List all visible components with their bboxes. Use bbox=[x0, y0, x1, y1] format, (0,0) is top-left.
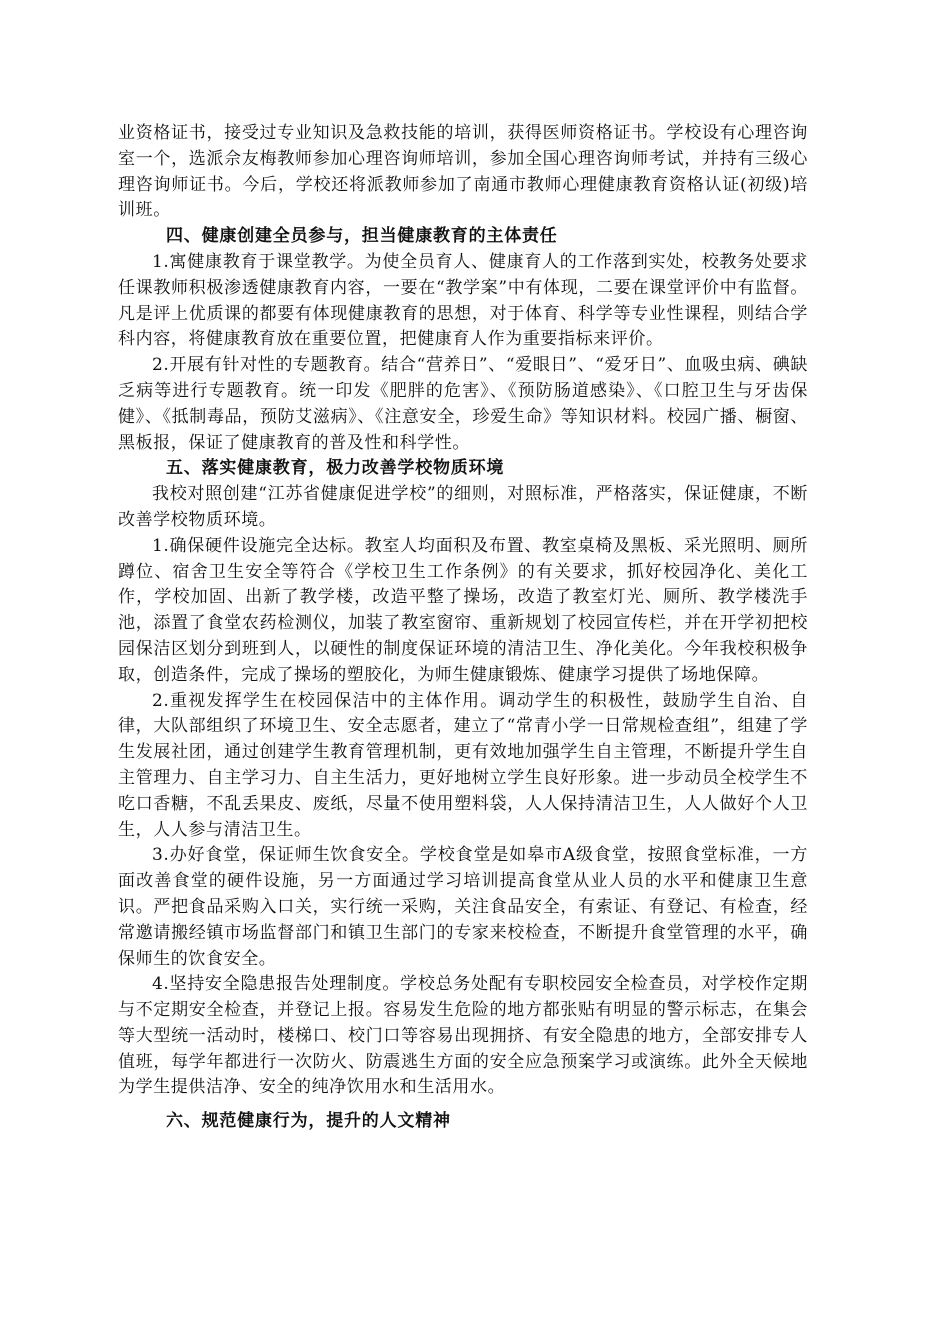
section-heading-5: 五、落实健康教育，极力改善学校物质环境 bbox=[166, 458, 505, 479]
section-heading-4: 四、健康创建全员参与，担当健康教育的主体责任 bbox=[166, 226, 558, 247]
paragraph-continuation: 业资格证书，接受过专业知识及急救技能的培训，获得医师资格证书。学校设有心理咨询室一个，选派佘友梅教师参加心理咨询师培训，参加全国心理咨询师考试，并持有三级心理咨询师证书。今后，学校还将派教师参加了南通市教师心理健康教育资格认证(初级)培训班。 bbox=[118, 123, 808, 221]
paragraph-safety-hazard-reporting: 4.坚持安全隐患报告处理制度。学校总务处配有专职校园安全检查员，对学校作定期与不定期安全检查，并登记上报。容易发生危险的地方都张贴有明显的警示标志，在集会等大型统一活动时，楼梯口、校门口等容易出现拥挤、有安全隐患的地方，全部安排专人值班，每学年都进行一次防火、防震逃生方面的安全应急预案学习或演练。此外全天候地为学生提供洁净、安全的纯净饮用水和生活用水。 bbox=[118, 974, 808, 1098]
paragraph-student-role: 2.重视发挥学生在校园保洁中的主体作用。调动学生的积极性，鼓励学生自治、自律，大队部组织了环境卫生、安全志愿者，建立了“常青小学一日常规检查组”，组建了学生发展社团，通过创建学生教育管理机制，更有效地加强学生自主管理，不断提升学生自主管理力、自主学习力、自主生活力，更好地树立学生良好形象。进一步动员全校学生不吃口香糖，不乱丢果皮、废纸，尽量不使用塑料袋，人人保持清洁卫生，人人做好个人卫生，人人参与清洁卫生。 bbox=[118, 690, 808, 840]
paragraph-hardware-facilities: 1.确保硬件设施完全达标。教室人均面积及布置、教室桌椅及黑板、采光照明、厕所蹲位、宿舍卫生安全等符合《学校卫生工作条例》的有关要求，抓好校园净化、美化工作，学校加固、出新了教学楼，改造平整了操场，改造了教室灯光、厕所、教学楼洗手池，添置了食堂农药检测仪，加装了教室窗帘、重新规划了校园宣传栏，并在开学初把校园保洁区划分到班到人，以硬性的制度保证环境的清洁卫生、净化美化。今年我校积极争取，创造条件，完成了操场的塑胶化，为师生健康锻炼、健康学习提供了场地保障。 bbox=[118, 535, 808, 685]
paragraph-canteen-safety: 3.办好食堂，保证师生饮食安全。学校食堂是如皋市A级食堂，按照食堂标准，一方面改善食堂的硬件设施，另一方面通过学习培训提高食堂从业人员的水平和健康卫生意识。严把食品采购入口关，实行统一采购，关注食品安全，有索证、有登记、有检查，经常邀请搬经镇市场监督部门和镇卫生部门的专家来校检查，不断提升食堂管理的水平，确保师生的饮食安全。 bbox=[118, 845, 808, 969]
section-heading-6: 六、规范健康行为，提升的人文精神 bbox=[166, 1111, 451, 1132]
document-body bbox=[118, 121, 808, 1135]
paragraph-intro-environment: 我校对照创建“江苏省健康促进学校”的细则，对照标准，严格落实，保证健康，不断改善学校物质环境。 bbox=[118, 484, 808, 530]
paragraph-topic-education: 2.开展有针对性的专题教育。结合“营养日”、“爱眼日”、“爱牙日”、血吸虫病、碘缺乏病等进行专题教育。统一印发《肥胖的危害》、《预防肠道感染》、《口腔卫生与牙齿保健》、《抵制毒品，预防艾滋病》、《注意安全，珍爱生命》等知识材料。校园广播、橱窗、黑板报，保证了健康教育的普及性和科学性。 bbox=[118, 355, 808, 453]
paragraph-classroom-teaching: 1.寓健康教育于课堂教学。为使全员育人、健康育人的工作落到实处，校教务处要求任课教师积极渗透健康教育内容，一要在“教学案”中有体现，二要在课堂评价中有监督。凡是评上优质课的都要有体现健康教育的思想，对于体育、科学等专业性课程，则结合学科内容，将健康教育放在重要位置，把健康育人作为重要指标来评价。 bbox=[118, 251, 808, 350]
